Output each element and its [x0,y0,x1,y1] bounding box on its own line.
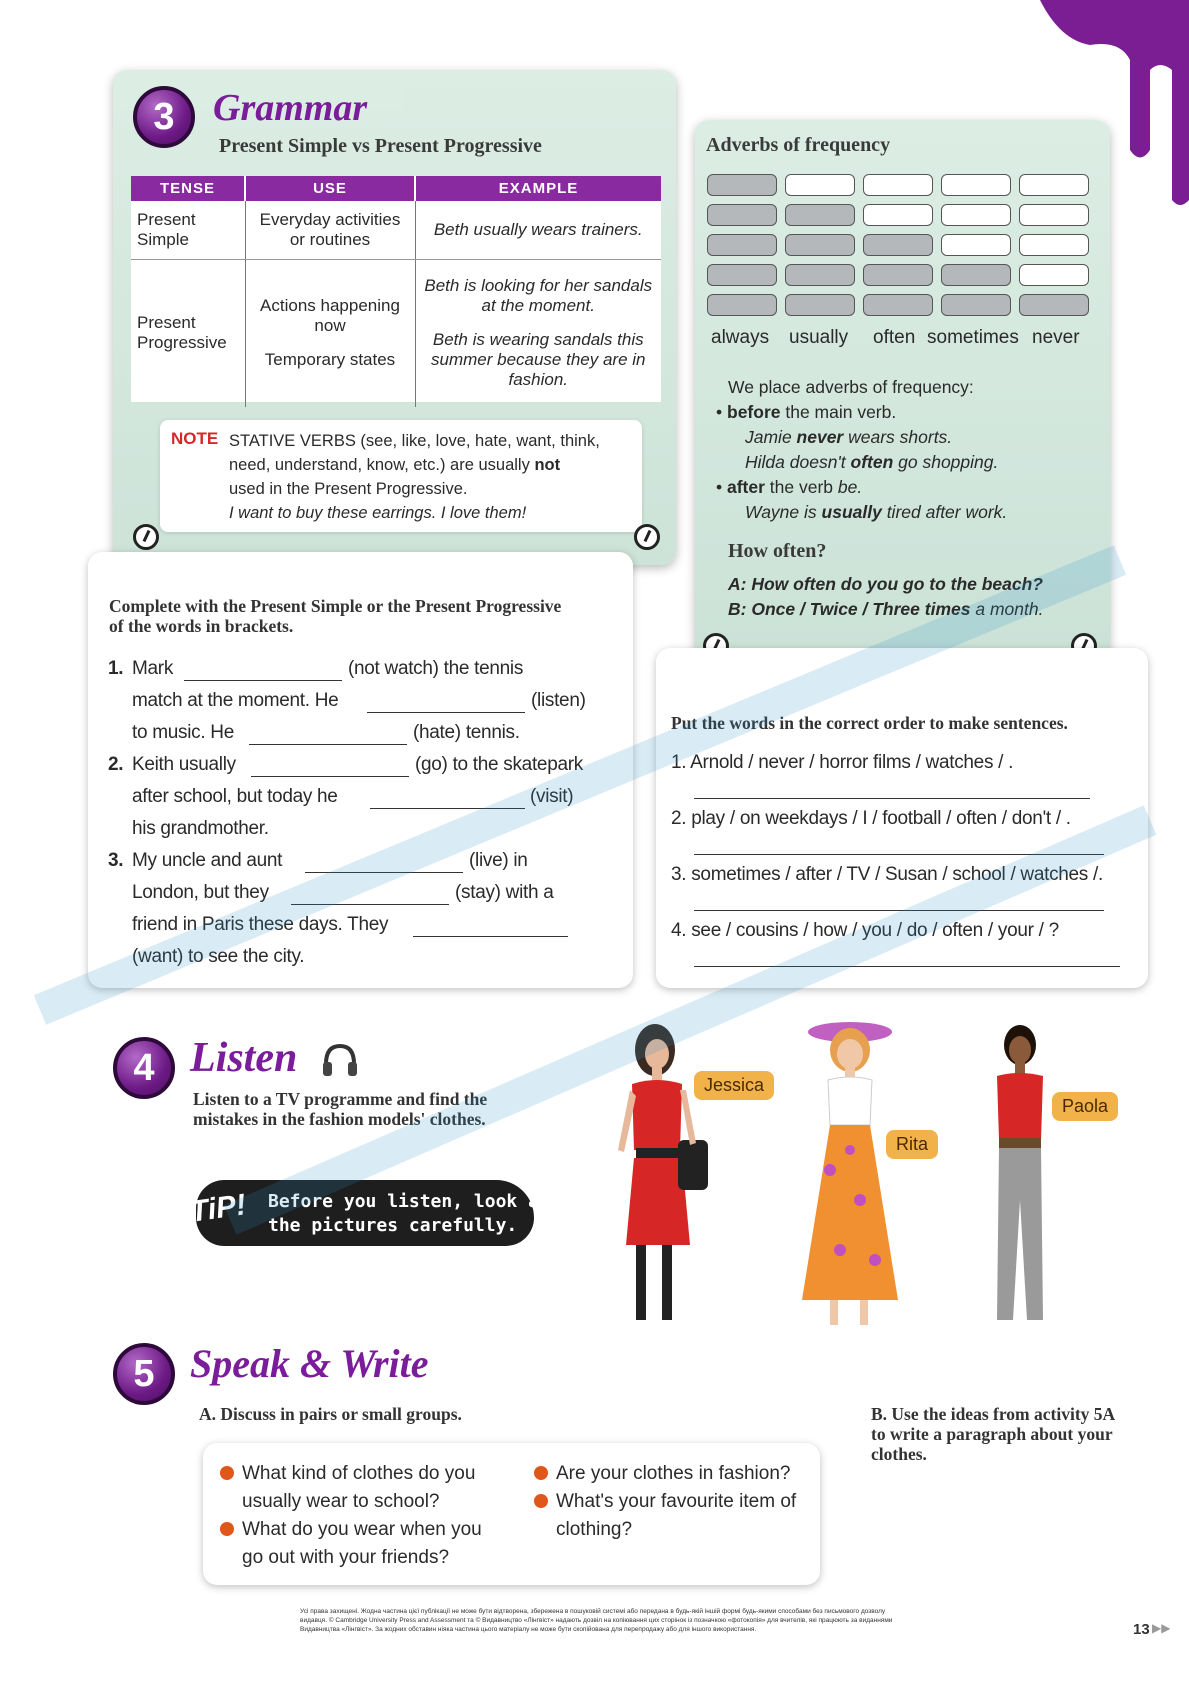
clock-icon [634,524,660,550]
freq-bar [785,174,855,196]
tip-line-1: Before you listen, look at [268,1191,550,1212]
freq-bar [785,234,855,256]
ex1-text: (want) to see the city. [132,946,305,967]
ex1-text: (live) in [469,850,528,871]
section-number-4: 4 [113,1037,175,1099]
tip-text [268,1190,550,1238]
note-line-3: used in the Present Progressive. [229,480,468,498]
freq-bar [1019,204,1089,226]
answer-blank[interactable] [370,808,525,809]
rule-after-rest: the verb [764,477,838,497]
grammar-title: Grammar [213,87,368,129]
tense-progressive-label: Present Progressive [137,313,227,353]
freq-bar [707,174,777,196]
rule-after: • after the verb be. [716,477,863,497]
headphones-icon [320,1040,360,1080]
ex1-text: to music. He [132,722,234,743]
ex3a: Wayne is [745,502,822,522]
grammar-subtitle: Present Simple vs Present Progressive [219,135,542,157]
question-2-cont: go out with your friends? [242,1547,450,1568]
example-hilda [745,450,1098,475]
use-temporary: Temporary states [264,350,396,370]
question-4 [534,1488,796,1516]
ex2-item-3: 3. sometimes / after / TV / Susan / school / watches /. [671,864,1103,885]
ex3c: tired after work. [881,502,1008,522]
how-often-title: How often? [728,540,827,562]
exercise-1-instruction: Complete with the Present Simple or the Present Progressive of the words in brackets. [109,596,562,636]
freq-bar [863,204,933,226]
answer-line[interactable] [694,966,1120,967]
ex2-item-4: 4. see / cousins / how / you / do / often / your / ? [671,920,1059,941]
question-col-left [220,1460,482,1572]
ex2-item-1: 1. Arnold / never / horror films / watches / . [671,752,1014,773]
answer-line[interactable] [694,854,1104,855]
answer-blank[interactable] [305,872,463,873]
place-title: We place adverbs of frequency: [728,377,974,397]
ex1-text: My uncle and aunt [132,850,283,871]
example-jamie [745,425,1098,450]
answer-blank[interactable] [249,744,407,745]
answer-blank[interactable] [291,904,449,905]
bullet-icon [534,1494,548,1508]
ex1-text: (not watch) the tennis [348,658,524,679]
example-progressive [415,259,661,407]
name-tag-rita: Rita [886,1130,938,1159]
listen-title: Listen [190,1035,298,1081]
freq-bar [1019,264,1089,286]
ex1-text: his grandmother. [132,818,269,839]
header-tense: TENSE [131,176,245,201]
example-looking: Beth is looking for her sandals at the moment. [424,276,653,316]
name-tag-jessica: Jessica [694,1071,774,1100]
example-wearing: Beth is wearing sandals this summer because they are in fashion. [431,330,646,390]
ex2b: often [850,452,894,472]
section-number-3: 3 [133,86,195,148]
freq-bar [1019,234,1089,256]
note-not: not [534,456,561,474]
copyright-notice: Усі права захищені. Жодна частина цієї публікації не може бути відтворена, збережена в пошуковій системі або передана в будь-якій іншій формі будь-якими способами без письмового дозволу видавця. © Cambridge University Press and Assessment та © Видавництво «Лінгвіст» надають дозвіл на копіювання цих сторінок із позначкою «фотокопія» для вчителів, які працюють за виданнями Видавництва «Лінгвіст». За жодних обставин ніяка частина цього матеріалу не може бути скопійована для перепродажу або для іншого використання. [300,1608,893,1633]
freq-label-sometimes: sometimes [927,327,1019,348]
answer-line[interactable] [694,910,1104,911]
header-use: USE [245,176,415,201]
freq-bar [941,234,1011,256]
ex1-text: friend in Paris these days. They [132,914,389,935]
ex1c: wears shorts. [843,427,953,447]
freq-bar [1019,174,1089,196]
freq-bar [863,264,933,286]
q4a: What's your favourite item of [556,1491,797,1512]
bullet-icon [534,1466,548,1480]
note-line-2a: need, understand, know, etc.) are usually [229,456,535,474]
note-line-1: STATIVE VERBS (see, like, love, hate, want, think, [229,432,600,450]
ex2a: Hilda doesn't [745,452,851,472]
tip-badge: TiP! [187,1188,249,1229]
qa-a1: A: How [728,574,794,594]
note-example: I want to buy these earrings. I love them! [229,504,527,522]
speak-a-instruction: A. Discuss in pairs or small groups. [199,1404,462,1424]
q2a: What do you wear when you [242,1519,482,1540]
adverbs-title: Adverbs of frequency [706,134,891,156]
model-jessica-illustration [600,1020,740,1340]
freq-bar [941,174,1011,196]
rule-before: • before the main verb. [716,402,897,422]
ex1-num-3: 3. [108,850,124,871]
next-page-icon[interactable]: ▶▶ [1152,1621,1171,1635]
freq-bar [941,294,1011,316]
answer-blank[interactable] [251,776,409,777]
ex1a: Jamie [745,427,797,447]
qa-a3: do you go to the beach? [835,574,1043,594]
freq-bar [785,204,855,226]
freq-label-usually: usually [789,327,849,348]
ex1-text: Keith usually [132,754,236,775]
ex1-text: Mark [132,658,174,679]
dialogue-b [728,597,1043,622]
freq-bar [707,204,777,226]
freq-bar [941,204,1011,226]
answer-blank[interactable] [413,936,568,937]
ex1-text: London, but they [132,882,269,903]
exercise-2-instruction: Put the words in the correct order to make sentences. [671,713,1068,733]
ex2c: go shopping. [893,452,999,472]
answer-blank[interactable] [184,680,342,681]
freq-bar [863,234,933,256]
ex2-item-2: 2. play / on weekdays / I / football / often / don't / . [671,808,1071,829]
question-1 [220,1460,482,1488]
ex1-text: (go) to the skatepark [415,754,583,775]
question-4-cont: clothing? [556,1519,633,1540]
name-tag-paola: Paola [1052,1092,1118,1121]
answer-blank[interactable] [367,712,525,713]
how-often-dialogue [728,572,1043,622]
question-col-right [534,1460,796,1544]
example-simple: Beth usually wears trainers. [415,201,661,259]
model-rita-illustration [790,1010,920,1340]
question-1-cont: usually wear to school? [242,1491,440,1512]
header-example: EXAMPLE [415,176,661,201]
dialogue-a [728,572,1043,597]
ex1-text: (visit) [530,786,574,807]
listen-instruction: Listen to a TV programme and find the mistakes in the fashion models' clothes. [193,1089,488,1129]
qa-b2: a month. [970,599,1044,619]
use-routines: Everyday activities or routines [245,201,415,259]
freq-bar [1019,294,1089,316]
q3: Are your clothes in fashion? [556,1463,791,1484]
ex1-text: match at the moment. He [132,690,339,711]
freq-bar [863,174,933,196]
freq-label-never: never [1032,327,1080,348]
ex1-text: (hate) tennis. [413,722,520,743]
use-progressive [245,259,415,407]
ex1-num-1: 1. [108,658,124,679]
qa-b1: B: Once / Twice / Three times [728,599,971,619]
freq-bar [785,294,855,316]
section-number-5: 5 [113,1343,175,1405]
clock-icon [133,524,159,550]
freq-bar [707,234,777,256]
bullet-icon [220,1466,234,1480]
freq-bar [785,264,855,286]
qa-a2: often [793,574,836,594]
freq-bar [707,264,777,286]
freq-bar [863,294,933,316]
question-2 [220,1516,482,1544]
freq-bar [707,294,777,316]
ex1b: never [796,427,844,447]
ex1-text: (stay) with a [455,882,554,903]
tip-line-2: the pictures carefully. [268,1215,518,1236]
speak-b-instruction: B. Use the ideas from activity 5A to write a paragraph about your clothes. [871,1404,1115,1464]
page-number: 13 [1133,1621,1150,1638]
bullet-icon [220,1522,234,1536]
ex1-text: after school, but today he [132,786,338,807]
ex1-text: (listen) [531,690,586,711]
q1a: What kind of clothes do you [242,1463,476,1484]
use-actions-now: Actions happening now [260,296,400,336]
example-wayne [745,500,1098,525]
rule-before-bold: before [727,402,781,422]
note-line-2 [229,453,649,477]
tense-present-simple: Present Simple [131,201,245,259]
ex1-num-2: 2. [108,754,124,775]
note-label: NOTE [171,429,219,448]
speak-write-title: Speak & Write [190,1341,429,1386]
question-3 [534,1460,796,1488]
note-text [229,429,649,525]
rule-before-rest: the main verb. [780,402,897,422]
answer-line[interactable] [694,798,1090,799]
freq-label-always: always [711,327,770,348]
model-paola-illustration [975,1020,1085,1340]
ex3b: usually [821,502,882,522]
freq-label-often: often [873,327,916,348]
rule-after-be: be. [837,477,863,497]
grammar-table [131,176,661,407]
rule-after-bold: after [727,477,765,497]
freq-bar [941,264,1011,286]
adverbs-rules [716,375,1098,525]
tense-present-progressive [131,259,245,407]
